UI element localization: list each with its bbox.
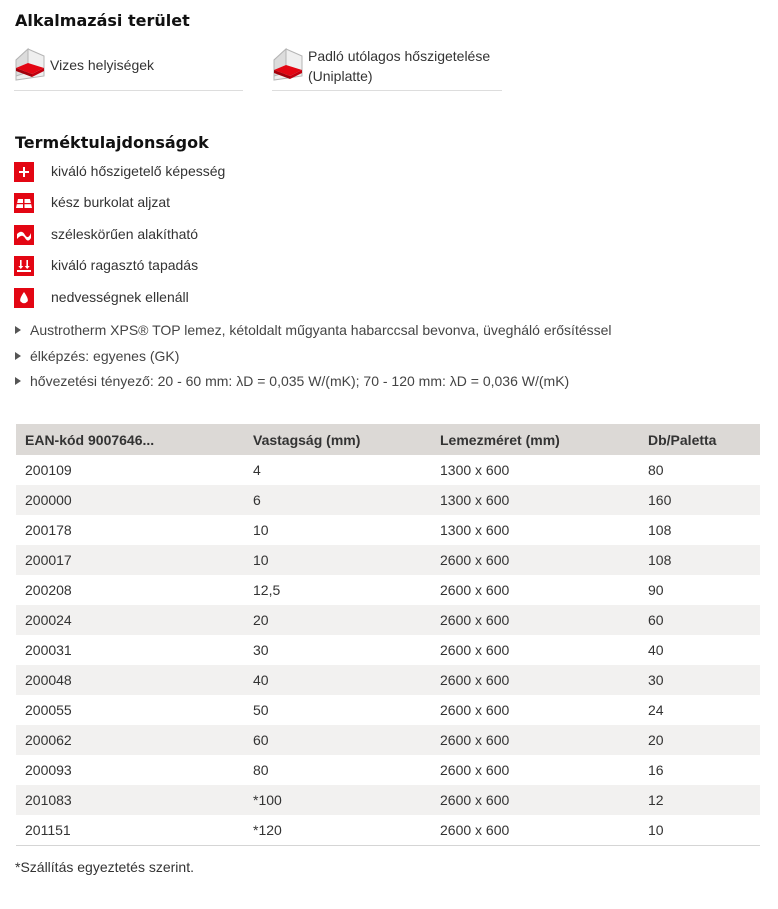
cell-ean: 200055 (25, 702, 72, 718)
table-row (16, 665, 760, 695)
triangle-bullet-icon (15, 377, 21, 385)
cell-size: 2600 x 600 (431, 785, 639, 815)
table-row (16, 815, 760, 846)
table-body (16, 455, 760, 846)
cell-thickness: 4 (253, 462, 261, 478)
cell-size: 2600 x 600 (431, 545, 639, 575)
bullet-item (15, 348, 179, 364)
cell-size: 2600 x 600 (431, 815, 639, 846)
cell-pallet: 30 (639, 665, 760, 695)
table-header-row (16, 424, 760, 455)
property-label: kész burkolat aljzat (51, 194, 171, 210)
cell-ean: 200017 (16, 545, 244, 575)
cell-ean: 200109 (25, 462, 72, 478)
application-item-floor-insulation (272, 46, 502, 91)
table-row (16, 455, 760, 485)
table-row (16, 515, 760, 545)
cell-pallet: 90 (648, 582, 664, 598)
cell-ean: 200062 (16, 725, 244, 755)
application-item-wet-rooms (14, 46, 243, 91)
table-row (16, 575, 760, 605)
cell-size: 1300 x 600 (440, 522, 510, 538)
cell-thickness: 60 (244, 725, 431, 755)
cell-size: 1300 x 600 (440, 462, 510, 478)
cell-ean: 200000 (16, 485, 244, 515)
table-row (16, 635, 760, 665)
bullet-text: élképzés: egyenes (GK) (30, 348, 180, 364)
triangle-bullet-icon (15, 352, 21, 360)
cell-thickness: 10 (253, 522, 269, 538)
cell-ean: 200208 (25, 582, 72, 598)
property-label: kiváló ragasztó tapadás (51, 257, 199, 273)
cell-thickness: 12,5 (253, 582, 281, 598)
cell-ean: 200031 (25, 642, 72, 658)
cell-thickness: 6 (244, 485, 431, 515)
footnote: *Szállítás egyeztetés szerint. (15, 859, 194, 875)
cell-size: 2600 x 600 (440, 642, 510, 658)
cell-pallet: 108 (639, 545, 760, 575)
house-wet-room-icon (14, 46, 46, 84)
cell-ean: 201083 (16, 785, 244, 815)
cell-size: 2600 x 600 (440, 702, 510, 718)
bullet-text: hővezetési tényező: 20 - 60 mm: λD = 0,035 W/(mK); 70 - 120 mm: λD = 0,036 W/(mK) (30, 373, 570, 389)
triangle-bullet-icon (15, 326, 21, 334)
application-label-line2: (Uniplatte) (308, 68, 373, 84)
bullet-item (15, 322, 612, 338)
cell-pallet: 80 (648, 462, 664, 478)
product-properties-heading: Terméktulajdonságok (15, 133, 209, 152)
table-row (16, 485, 760, 515)
cell-ean: 200024 (16, 605, 244, 635)
property-label: széleskörűen alakítható (51, 226, 199, 242)
application-label: Vizes helyiségek (50, 57, 155, 73)
table-row (16, 755, 760, 785)
cell-ean: 200048 (16, 665, 244, 695)
table-row (16, 725, 760, 755)
cell-size: 2600 x 600 (431, 665, 639, 695)
column-header-size: Lemezméret (mm) (431, 424, 639, 455)
cell-thickness: 50 (253, 702, 269, 718)
cell-thickness: 80 (253, 762, 269, 778)
cell-pallet: 40 (648, 642, 664, 658)
column-header-thickness: Vastagság (mm) (244, 424, 431, 455)
property-label: nedvességnek ellenáll (51, 289, 189, 305)
tile-base-icon (14, 193, 34, 213)
column-header-ean: EAN-kód 9007646... (16, 424, 244, 455)
cell-thickness: 10 (244, 545, 431, 575)
cell-pallet: 60 (639, 605, 760, 635)
bullet-text: Austrotherm XPS® TOP lemez, kétoldalt műgyanta habarccsal bevonva, üvegháló erősítéssel (30, 322, 612, 338)
cell-pallet: 108 (648, 522, 672, 538)
cell-size: 1300 x 600 (431, 485, 639, 515)
cell-pallet: 12 (639, 785, 760, 815)
adhesive-bond-icon (14, 256, 34, 276)
cell-pallet: 16 (648, 762, 664, 778)
application-area-heading: Alkalmazási terület (15, 11, 190, 30)
bullet-item (15, 373, 569, 389)
cell-pallet: 10 (639, 815, 760, 846)
cell-thickness: 20 (244, 605, 431, 635)
cell-pallet: 24 (648, 702, 664, 718)
flexible-shape-icon (14, 225, 34, 245)
house-floor-insulation-icon (272, 46, 304, 84)
cell-thickness: 40 (244, 665, 431, 695)
table-row (16, 545, 760, 575)
cell-pallet: 160 (639, 485, 760, 515)
cell-size: 2600 x 600 (431, 725, 639, 755)
application-label-line1: Padló utólagos hőszigetelése (308, 48, 491, 64)
cell-thickness: *100 (244, 785, 431, 815)
cell-ean: 200178 (25, 522, 72, 538)
cell-size: 2600 x 600 (431, 605, 639, 635)
cell-ean: 201151 (16, 815, 244, 846)
property-label: kiváló hőszigetelő képesség (51, 163, 226, 179)
table-row (16, 785, 760, 815)
column-header-pallet: Db/Paletta (639, 424, 760, 455)
table-row (16, 605, 760, 635)
heat-insulation-icon (14, 162, 34, 182)
product-table (16, 424, 760, 846)
cell-size: 2600 x 600 (440, 762, 510, 778)
application-label (308, 46, 490, 86)
water-drop-icon (14, 288, 34, 308)
table-row (16, 695, 760, 725)
cell-thickness: 30 (253, 642, 269, 658)
cell-ean: 200093 (25, 762, 72, 778)
cell-pallet: 20 (639, 725, 760, 755)
cell-size: 2600 x 600 (440, 582, 510, 598)
cell-thickness: *120 (244, 815, 431, 846)
